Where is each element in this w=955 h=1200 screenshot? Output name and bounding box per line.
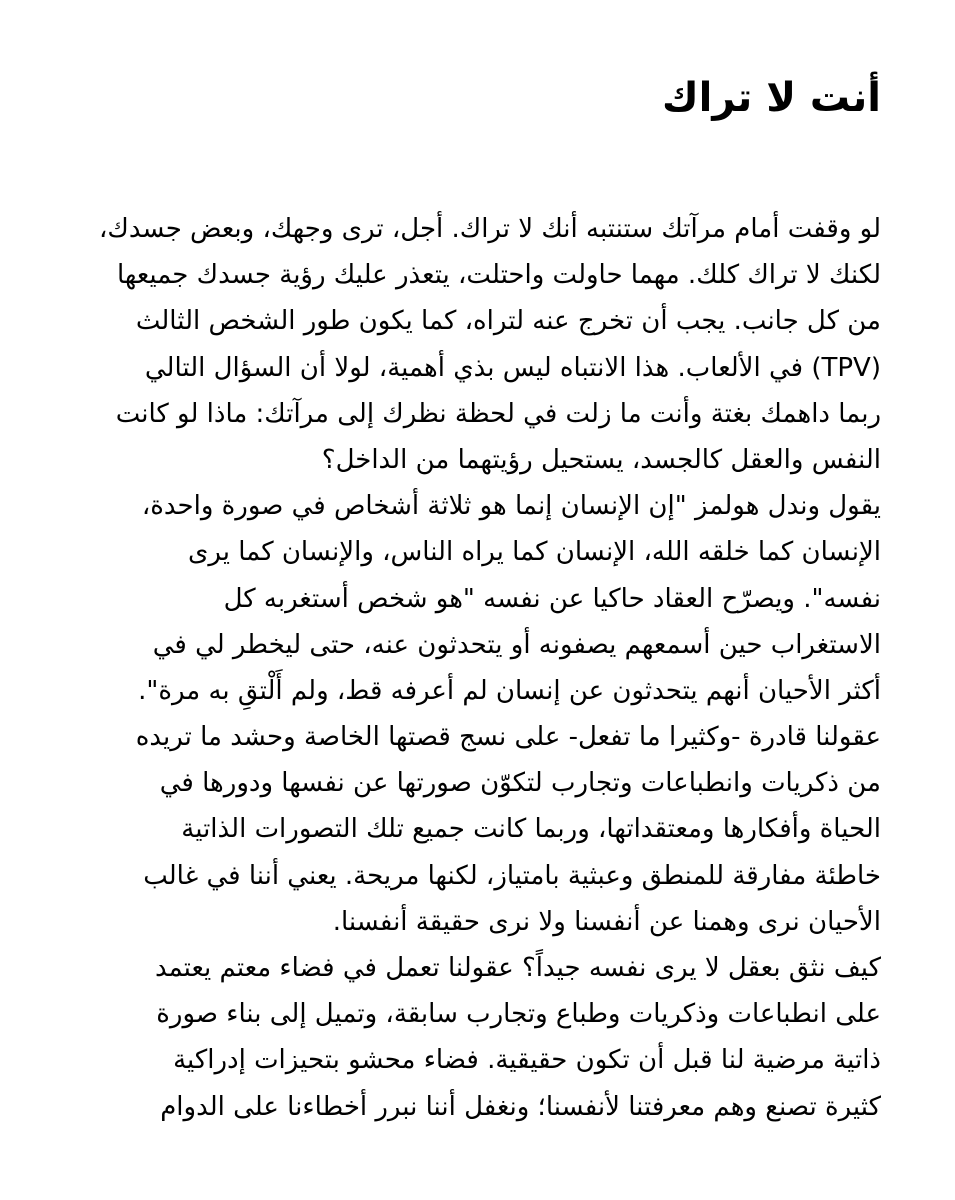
text-line: الحياة وأفكارها ومعتقداتها، وربما كانت جميع تلك التصورات الذاتية [181,814,881,845]
text-line: ربما داهمك بغتة وأنت ما زلت في لحظة نظرك إلى مرآتك: ماذا لو كانت [115,398,881,429]
text-line: الإنسان كما خلقه الله، الإنسان كما يراه الناس، والإنسان كما يرى [188,537,881,568]
text-line: لكنك لا تراك كلك. مهما حاولت واحتلت، يتعذر عليك رؤية جسدك جميعها [116,260,881,291]
article-body [88,206,881,1130]
text-line: (TPV) في الألعاب. هذا الانتباه ليس بذي أهمية، لولا أن السؤال التالي [144,352,881,383]
text-line: الاستغراب حين أسمعهم يصفونه أو يتحدثون عنه، حتى ليخطر لي في [152,629,881,660]
text-line: أكثر الأحيان أنهم يتحدثون عن إنسان لم أعرفه قط، ولم أَلْتقِ به مرة". [138,675,881,706]
text-line: على انطباعات وذكريات وطباع وتجارب سابقة، وتميل إلى بناء صورة [156,999,881,1030]
text-line: من كل جانب. يجب أن تخرج عنه لتراه، كما يكون طور الشخص الثالث [135,306,881,337]
text-line: لو وقفت أمام مرآتك ستنتبه أنك لا تراك. أجل، ترى وجهك، وبعض جسدك، [99,214,881,244]
text-line: من ذكريات وانطباعات وتجارب لتكوّن صورتها عن نفسها ودورها في [159,768,881,799]
article-title: أنت لا تراك [662,75,881,121]
text-line: يقول وندل هولمز "إن الإنسان إنما هو ثلاثة أشخاص في صورة واحدة، [141,491,881,522]
text-line: ذاتية مرضية لنا قبل أن تكون حقيقية. فضاء محشو بتحيزات إدراكية [173,1045,881,1076]
text-line: خاطئة مفارقة للمنطق وعبثية بامتياز، لكنها مريحة. يعني أننا في غالب [143,860,881,891]
text-line: كيف نثق بعقل لا يرى نفسه جيداً؟ عقولنا تعمل في فضاء معتم يعتمد [154,953,881,983]
text-line: الأحيان نرى وهمنا عن أنفسنا ولا نرى حقيقة أنفسنا. [332,906,881,937]
text-line: كثيرة تصنع وهم معرفتنا لأنفسنا؛ ونغفل أننا نبرر أخطاءنا على الدوام [160,1091,881,1122]
text-line: عقولنا قادرة -وكثيرا ما تفعل- على نسج قصتها الخاصة وحشد ما تريده [135,722,881,753]
text-line: نفسه". ويصرّح العقاد حاكيا عن نفسه "هو شخص أستغربه كل [223,583,881,614]
text-line: النفس والعقل كالجسد، يستحيل رؤيتهما من الداخل؟ [321,444,881,475]
